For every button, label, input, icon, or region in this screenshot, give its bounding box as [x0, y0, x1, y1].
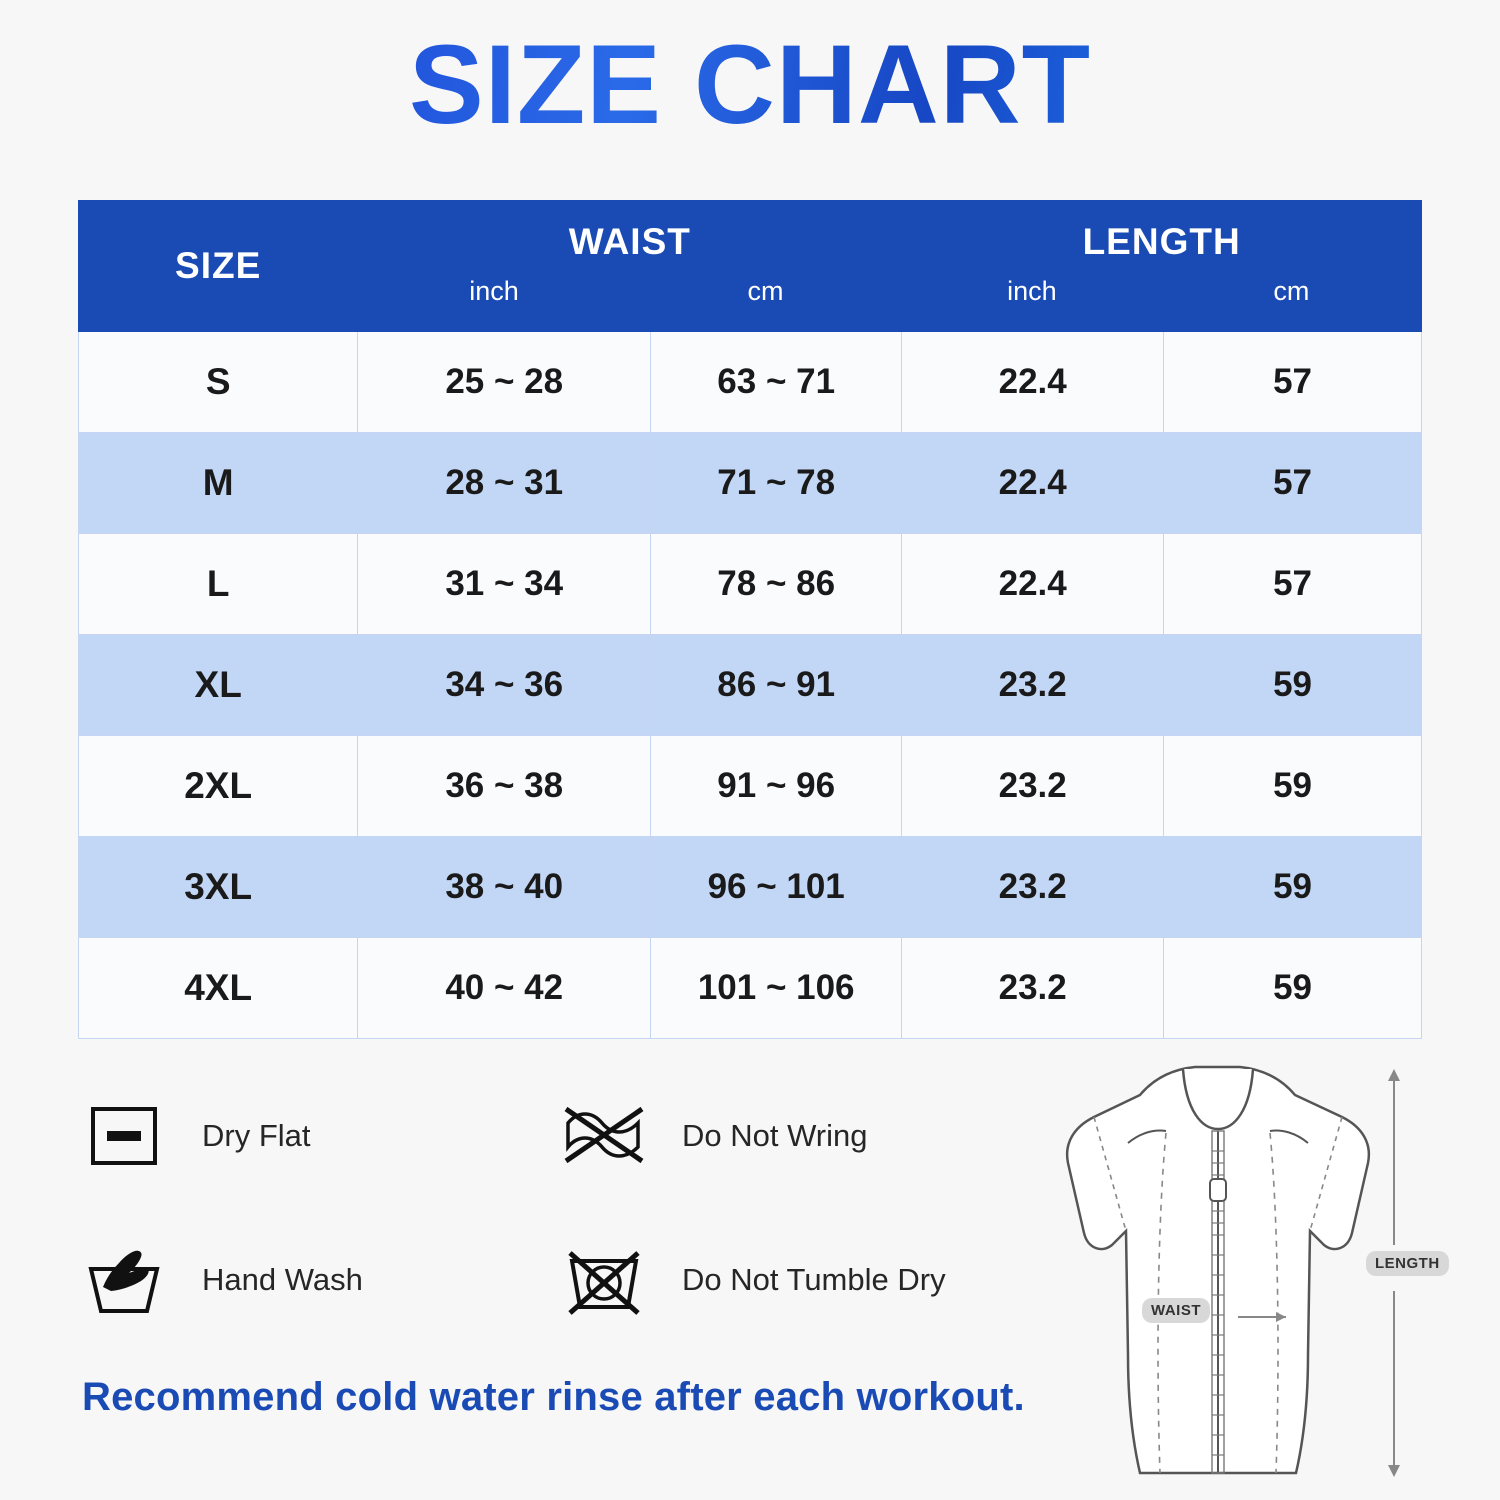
cell-length-inch: 23.2 — [902, 938, 1164, 1039]
care-row — [78, 1090, 1038, 1182]
cell-waist-cm: 78 ~ 86 — [651, 534, 902, 635]
header-waist-group — [358, 201, 902, 332]
cell-waist-cm: 96 ~ 101 — [651, 837, 902, 938]
cell-waist-cm: 63 ~ 71 — [651, 332, 902, 433]
table-row — [79, 938, 1422, 1039]
table-row — [79, 332, 1422, 433]
cell-length-cm: 59 — [1164, 736, 1422, 837]
cell-waist-inch: 28 ~ 31 — [358, 433, 651, 534]
care-row — [78, 1234, 1038, 1326]
table-row — [79, 433, 1422, 534]
care-label: Hand Wash — [202, 1262, 363, 1297]
cell-length-inch: 23.2 — [902, 837, 1164, 938]
care-item-hand-wash — [78, 1234, 558, 1326]
cell-length-inch: 22.4 — [902, 534, 1164, 635]
waist-measure-badge: WAIST — [1142, 1298, 1210, 1323]
table-row — [79, 837, 1422, 938]
cell-size: XL — [79, 635, 358, 736]
cell-length-cm: 59 — [1164, 837, 1422, 938]
table-row — [79, 635, 1422, 736]
cell-length-cm: 57 — [1164, 332, 1422, 433]
care-item-do-not-wring — [558, 1090, 1038, 1182]
care-label: Dry Flat — [202, 1118, 311, 1153]
table-header — [79, 201, 1422, 332]
cell-waist-cm: 71 ~ 78 — [651, 433, 902, 534]
cell-length-inch: 22.4 — [902, 433, 1164, 534]
care-item-dry-flat — [78, 1090, 558, 1182]
recommendation-text: Recommend cold water rinse after each workout. — [82, 1375, 1025, 1419]
cell-waist-inch: 40 ~ 42 — [358, 938, 651, 1039]
cell-waist-cm: 91 ~ 96 — [651, 736, 902, 837]
header-length-label: LENGTH — [1082, 221, 1241, 262]
cell-length-cm: 59 — [1164, 635, 1422, 736]
cell-waist-inch: 31 ~ 34 — [358, 534, 651, 635]
care-item-do-not-tumble-dry — [558, 1234, 1038, 1326]
header-size: SIZE — [79, 201, 358, 332]
care-label: Do Not Wring — [682, 1118, 868, 1153]
header-waist-label: WAIST — [568, 221, 691, 262]
cell-size: L — [79, 534, 358, 635]
care-label: Do Not Tumble Dry — [682, 1262, 946, 1297]
size-chart-table — [78, 200, 1422, 1039]
cell-size: 3XL — [79, 837, 358, 938]
cell-length-inch: 23.2 — [902, 635, 1164, 736]
do-not-tumble-dry-icon — [558, 1234, 650, 1326]
cell-length-cm: 59 — [1164, 938, 1422, 1039]
header-length-unit-inch: inch — [1007, 276, 1057, 306]
cell-length-inch: 23.2 — [902, 736, 1164, 837]
header-length-unit-cm: cm — [1273, 276, 1310, 306]
cell-waist-cm: 86 ~ 91 — [651, 635, 902, 736]
cell-length-cm: 57 — [1164, 534, 1422, 635]
garment-diagram — [990, 1055, 1460, 1485]
cell-waist-cm: 101 ~ 106 — [651, 938, 902, 1039]
cell-waist-inch: 25 ~ 28 — [358, 332, 651, 433]
cell-size: 2XL — [79, 736, 358, 837]
cell-waist-inch: 38 ~ 40 — [358, 837, 651, 938]
cell-size: S — [79, 332, 358, 433]
table-row — [79, 736, 1422, 837]
size-chart-table-wrapper — [78, 200, 1422, 1039]
cell-waist-inch: 36 ~ 38 — [358, 736, 651, 837]
cell-size: 4XL — [79, 938, 358, 1039]
cell-waist-inch: 34 ~ 36 — [358, 635, 651, 736]
dry-flat-icon — [78, 1090, 170, 1182]
header-waist-unit-inch: inch — [469, 276, 519, 306]
care-instructions — [78, 1090, 1038, 1378]
do-not-wring-icon — [558, 1090, 650, 1182]
cell-size: M — [79, 433, 358, 534]
cell-length-inch: 22.4 — [902, 332, 1164, 433]
header-waist-unit-cm: cm — [747, 276, 784, 306]
table-body — [79, 332, 1422, 1039]
cell-length-cm: 57 — [1164, 433, 1422, 534]
length-measure-badge: LENGTH — [1366, 1251, 1449, 1276]
hand-wash-icon — [78, 1234, 170, 1326]
page-title: SIZE CHART — [0, 0, 1500, 152]
table-row — [79, 534, 1422, 635]
header-length-group — [902, 201, 1422, 332]
